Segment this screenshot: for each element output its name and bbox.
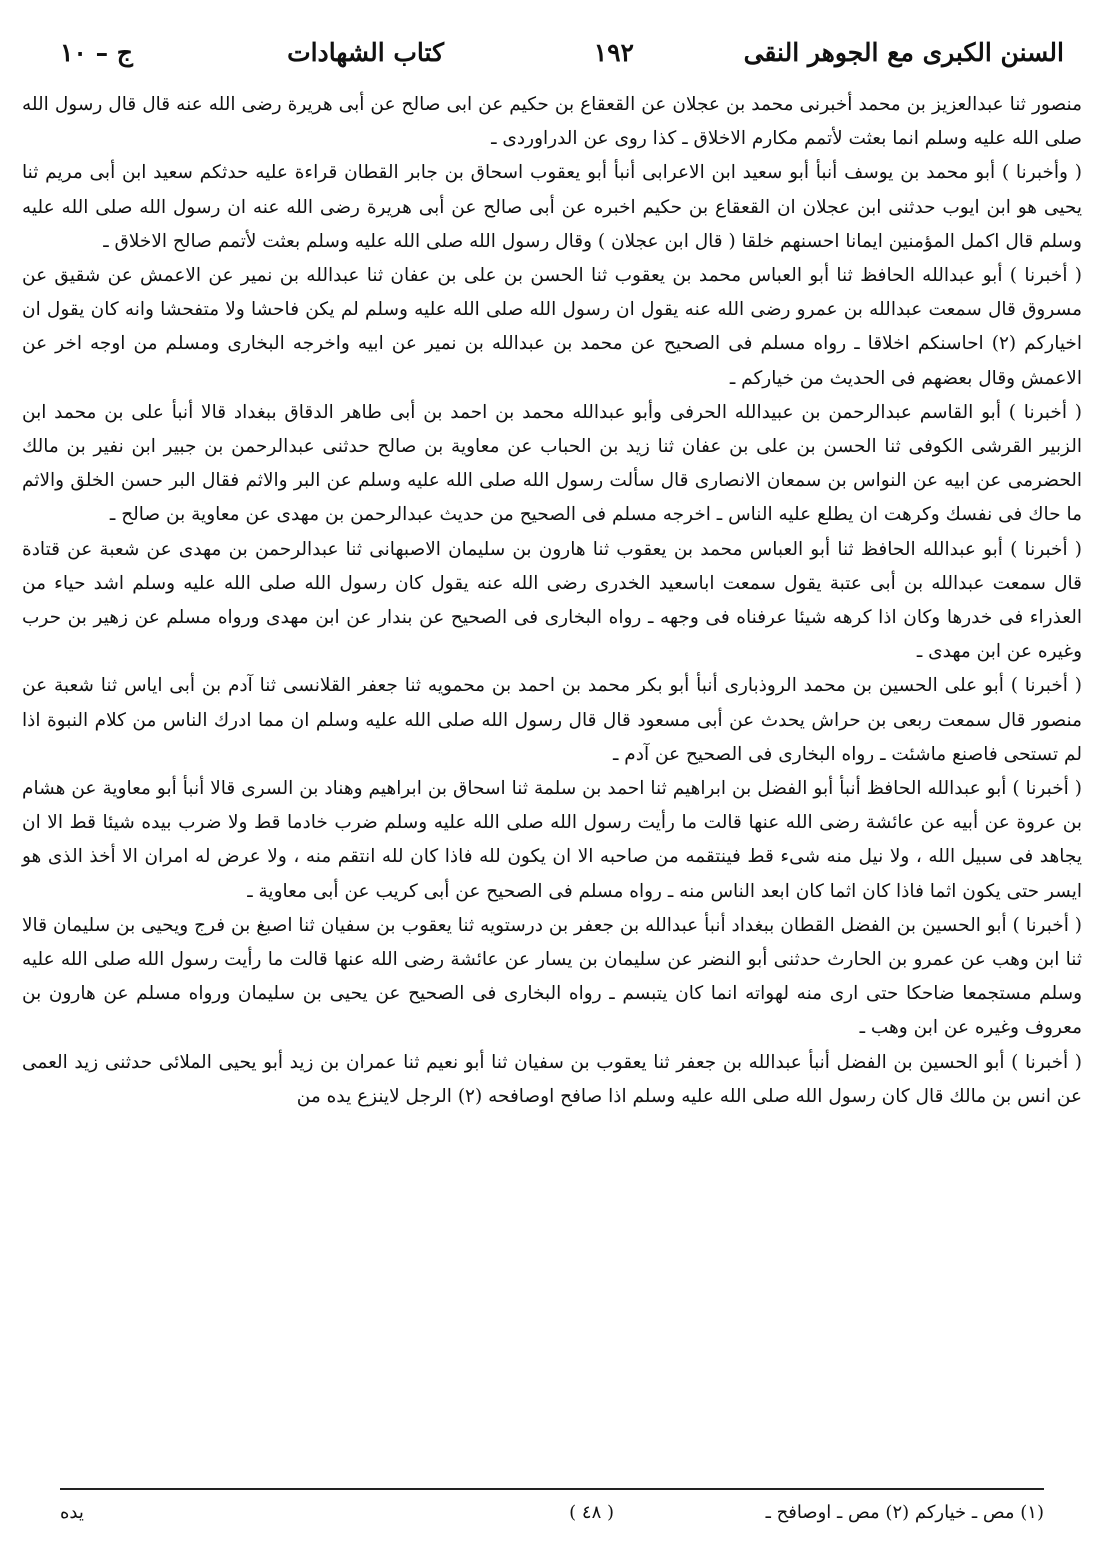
page-body [22,88,1082,1114]
header-book-title: كتاب الشهادات [287,38,444,67]
paragraph-4: ( أخبرنا ) أبو القاسم عبدالرحمن بن عبيدالله الحرفى وأبو عبدالله محمد بن احمد بن أبى طاهر الدقاق ببغداد قالا أنبأ على بن محمد ابن الزبير القرشى الكوفى ثنا الحسن بن على بن عفان ثنا زيد بن الحباب عن معاوية بن صالح حدثنى عبدالرحمن بن جبير ابن نفير بن مالك الحضرمى عن ابيه عن النواس بن سمعان الانصارى قال سألت رسول الله صلى الله عليه وسلم عن البر والاثم فقال البر حسن الخلق والاثم ما حاك فى نفسك وكرهت ان يطلع عليه الناس ـ اخرجه مسلم فى الصحيح من حديث عبدالرحمن بن مهدى عن معاوية بن صالح ـ [22,401,1082,526]
paragraph-9: ( أخبرنا ) أبو الحسين بن الفضل أنبأ عبدالله بن جعفر ثنا يعقوب بن سفيان ثنا أبو نعيم ثنا عمران بن زيد أبو يحيى الملائى حدثنى زيد العمى عن انس بن مالك قال كان رسول الله صلى الله عليه وسلم اذا صافح اوصافحه (٢) الرجل لاينزع يده من [22,1051,1082,1107]
page-footer [60,1496,1044,1536]
footnote-divider [60,1488,1044,1490]
header-page-number: ١٩٢ [593,38,634,67]
footnotes: (١) مص ـ خياركم (٢) مص ـ اوصافح ـ [765,1502,1044,1523]
running-header [60,30,1064,80]
paragraph-7: ( أخبرنا ) أبو عبدالله الحافظ أنبأ أبو الفضل بن ابراهيم ثنا احمد بن سلمة ثنا اسحاق بن ابراهيم وهناد بن السرى قالا أنبأ أبو معاوية عن هشام بن عروة عن أبيه عن عائشة رضى الله عنها قالت ما رأيت رسول الله صلى الله عليه وسلم ضرب خادما قط ولا ضرب بيده شيئا قط الا ان يجاهد فى سبيل الله ، ولا نيل منه شىء قط فينتقمه من صاحبه الا ان يكون لله فاذا كان لله انتقم منه ، ولا عرض له امران الا أخذ الذى هو ايسر حتى يكون اثما فاذا كان اثما كان ابعد الناس منه ـ رواه مسلم فى الصحيح عن أبى كريب عن أبى معاوية ـ [22,778,1082,902]
paragraph-8: ( أخبرنا ) أبو الحسين بن الفضل القطان ببغداد أنبأ عبدالله بن جعفر بن درستويه ثنا يعقوب بن سفيان ثنا اصبغ بن فرج ويحيى بن سليمان قالا ثنا ابن وهب عن عمرو بن الحارث حدثنى أبو النضر عن سليمان بن يسار عن عائشة رضى الله عنها قالت ما رأيت رسول الله صلى الله عليه وسلم مستجمعا ضاحكا حتى ارى منه لهواته انما كان يتبسم ـ رواه البخارى فى الصحيح عن يحيى بن سليمان ورواه مسلم عن هارون بن معروف وغيره عن ابن وهب ـ [22,914,1082,1039]
paragraph-2: ( وأخبرنا ) أبو محمد بن يوسف أنبأ أبو سعيد ابن الاعرابى أنبأ أبو يعقوب اسحاق بن جابر القطان قراءة عليه حدثكم سعيد ابن أبى مريم ثنا يحيى هو ابن ايوب حدثنى ابن عجلان ان القعقاع بن حكيم اخبره عن أبى صالح عن أبى هريرة رضى الله عنه ان رسول الله صلى الله عليه وسلم قال اكمل المؤمنين ايمانا احسنهم خلقا ( قال ابن عجلان ) وقال رسول الله صلى الله عليه وسلم بعثت لأتمم صالح الاخلاق ـ [22,162,1082,252]
paragraph-6: ( أخبرنا ) أبو على الحسين بن محمد الروذبارى أنبأ أبو بكر محمد بن احمد بن محمويه ثنا جعفر القلانسى ثنا آدم بن أبى اياس ثنا شعبة عن منصور قال سمعت ربعى بن حراش يحدث عن أبى مسعود قال قال رسول الله صلى الله عليه وسلم ان مما ادرك الناس من كلام النبوة اذا لم تستحى فاصنع ماشئت ـ رواه البخارى فى الصحيح عن آدم ـ [22,675,1082,765]
catchword: يده [60,1502,84,1523]
header-title: السنن الكبرى مع الجوهر النقى [743,38,1064,67]
paragraph-5: ( أخبرنا ) أبو عبدالله الحافظ ثنا أبو العباس محمد بن يعقوب ثنا هارون بن سليمان الاصبهانى ثنا عبدالرحمن بن مهدى عن شعبة عن قتادة قال سمعت عبدالله بن أبى عتبة يقول سمعت اباسعيد الخدرى رضى الله عنه يقول كان رسول الله صلى الله عليه وسلم اشد حياء من العذراء فى خدرها وكان اذا كرهه شيئا عرفناه فى وجهه ـ رواه البخارى فى الصحيح عن بندار عن ابن مهدى ورواه مسلم عن زهير بن حرب وغيره عن ابن مهدى ـ [22,538,1082,663]
paragraph-1: منصور ثنا عبدالعزيز بن محمد أخبرنى محمد بن عجلان عن القعقاع بن حكيم عن ابى صالح عن أبى هريرة رضى الله عنه قال قال رسول الله صلى الله عليه وسلم انما بعثت لأتمم مكارم الاخلاق ـ كذا روى عن الدراوردى ـ [22,94,1082,150]
paragraph-3: ( أخبرنا ) أبو عبدالله الحافظ ثنا أبو العباس محمد بن يعقوب ثنا الحسن بن على بن عفان ثنا عبدالله بن نمير عن الاعمش عن شقيق عن مسروق قال سمعت عبدالله بن عمرو رضى الله عنه يقول ان رسول الله صلى الله عليه وسلم لم يكن فاحشا ولا متفحشا وانه كان يقول ان اخياركم (٢) احاسنكم اخلاقا ـ رواه مسلم فى الصحيح عن محمد بن عبدالله بن نمير عن ابيه واخرجه البخارى ومسلم من اوجه اخر عن الاعمش وقال بعضهم فى الحديث من خياركم ـ [22,265,1082,389]
footer-page-number: ( ٤٨ ) [569,1502,614,1523]
header-volume: ج – ١٠ [60,38,133,67]
